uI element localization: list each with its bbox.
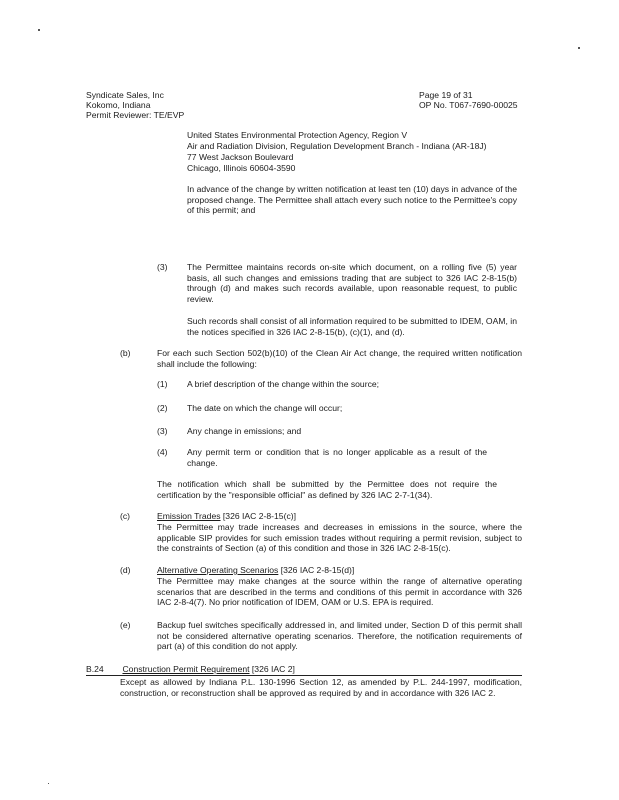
section-b24-number: B.24 (86, 664, 104, 674)
item-d-label: (d) (120, 565, 131, 575)
advance-notice-paragraph: In advance of the change by written notification at least ten (10) days in advance of the proposed change. The Permittee shall attach every such notice to the Permittee's copy of this permit; and (187, 184, 517, 216)
item-3-records: Such records shall consist of all information required to be submitted to IDEM, OAM, in the notices specified in 326 IAC 2-8-15(b), (c)(1), and (d). (187, 316, 517, 337)
item-c-label: (c) (120, 511, 131, 521)
address-line-2: Air and Radiation Division, Regulation Development Branch - Indiana (AR-18J) (187, 141, 487, 151)
subitem-1-label: (1) (157, 379, 168, 389)
certification-paragraph: The notification which shall be submitted by the Permittee does not require the certification by the "responsible official" as defined by 326 IAC 2-7-1(34). (157, 479, 497, 500)
subitem-3-label: (3) (157, 426, 168, 436)
section-b24-rule (86, 675, 522, 676)
scan-speck (578, 47, 580, 49)
section-b24-title: Construction Permit Requirement (122, 664, 250, 674)
item-d-cite: [326 IAC 2-8-15(d)] (280, 565, 355, 575)
section-b24-text: Except as allowed by Indiana P.L. 130-1996 Section 12, as amended by P.L. 244-1997, modification, construction, or reconstruction shall be approved as required by and in accordance with 326 IAC 2. (120, 677, 522, 698)
subitem-4-text: Any permit term or condition that is no longer applicable as a result of the change. (187, 447, 487, 468)
address-line-4: Chicago, Illinois 60604-3590 (187, 163, 296, 173)
item-3-label: (3) (157, 262, 168, 272)
header-reviewer: Permit Reviewer: TE/EVP (86, 110, 185, 120)
item-c-title: Emission Trades (157, 511, 221, 521)
item-b-label: (b) (120, 348, 131, 358)
item-b-text: For each such Section 502(b)(10) of the Clean Air Act change, the required written notification shall include the following: (157, 348, 522, 369)
section-b24-heading (86, 664, 295, 675)
item-d-heading (157, 565, 354, 576)
scan-speck (48, 783, 49, 784)
item-c-heading (157, 511, 296, 522)
header-permit-number: OP No. T067-7690-00025 (419, 100, 518, 110)
item-c-text: The Permittee may trade increases and decreases in emissions in the source, where the applicable SIP provides for such emission trades without requiring a permit revision, subject to the constraints of Section (a) of this condition and those in 326 IAC 2-8-15(c). (157, 522, 522, 554)
item-e-label: (e) (120, 620, 131, 630)
address-line-3: 77 West Jackson Boulevard (187, 152, 294, 162)
header-company: Syndicate Sales, Inc (86, 90, 164, 100)
subitem-3-text: Any change in emissions; and (187, 426, 302, 436)
item-d-text: The Permittee may make changes at the source within the range of alternative operating scenarios that are described in the terms and conditions of this permit in accordance with 326 IAC 2-8-4(7). No prior notification of IDEM, OAM or U.S. EPA is required. (157, 576, 522, 608)
header-page-number: Page 19 of 31 (419, 90, 473, 100)
subitem-2-label: (2) (157, 403, 168, 413)
subitem-2-text: The date on which the change will occur; (187, 403, 343, 413)
item-c-cite: [326 IAC 2-8-15(c)] (222, 511, 296, 521)
address-line-1: United States Environmental Protection Agency, Region V (187, 130, 408, 140)
subitem-1-text: A brief description of the change within the source; (187, 379, 380, 389)
item-d-title: Alternative Operating Scenarios (157, 565, 279, 575)
header-location: Kokomo, Indiana (86, 100, 151, 110)
item-e-text: Backup fuel switches specifically addressed in, and limited under, Section D of this permit shall not be considered alternative operating scenarios. Therefore, the notification requirements of part (a) of this condition do not apply. (157, 620, 522, 652)
item-3-text: The Permittee maintains records on-site which document, on a rolling five (5) year basis, all such changes and emissions trading that are subject to 326 IAC 2-8-15(b) through (d) and makes such records available, upon reasonable request, to public review. (187, 262, 517, 304)
subitem-4-label: (4) (157, 447, 168, 457)
scan-speck (38, 29, 40, 31)
section-b24-cite: [326 IAC 2] (251, 664, 295, 674)
